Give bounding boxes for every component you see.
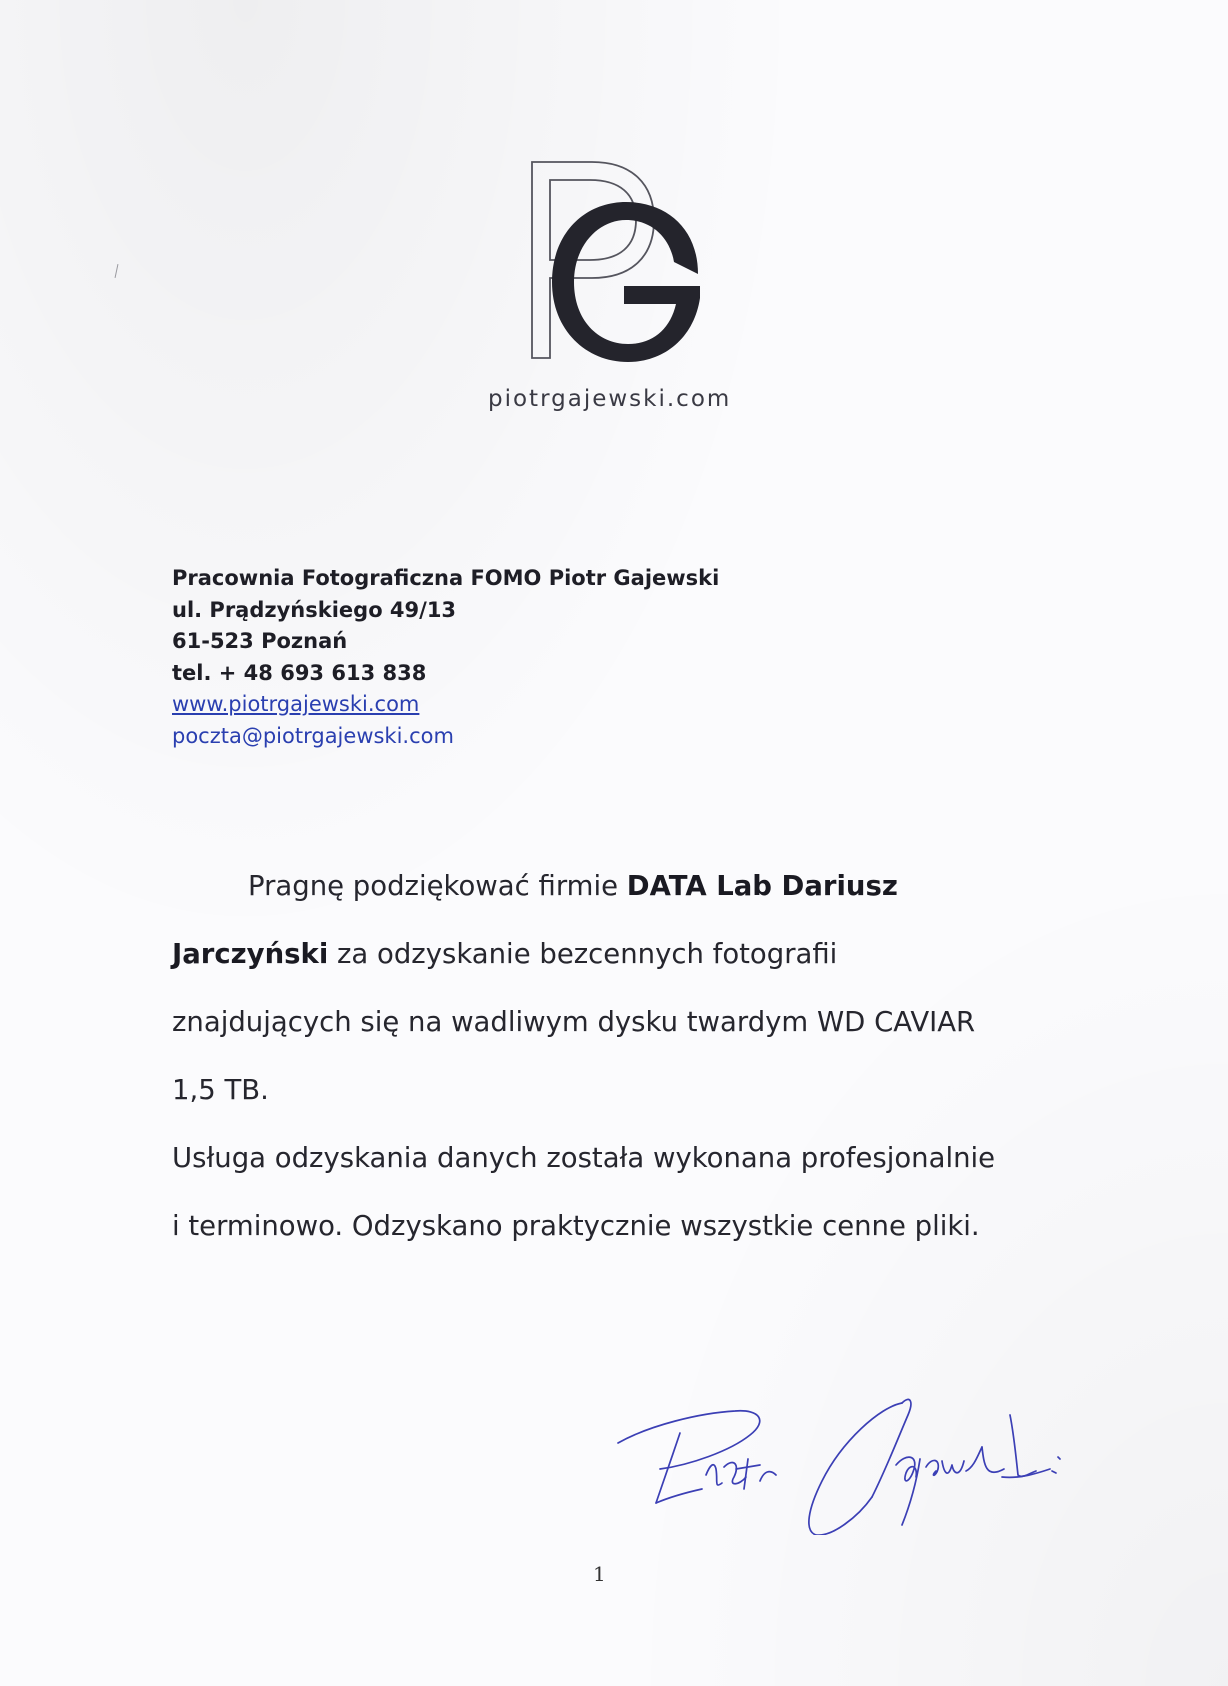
scan-speck	[115, 264, 119, 278]
letter-line-1	[248, 870, 898, 902]
phone-number: tel. + 48 693 613 838	[172, 660, 427, 685]
address-block	[172, 563, 719, 752]
letter-line-6: i terminowo. Odzyskano praktycznie wszystkie cenne pliki.	[172, 1210, 980, 1242]
site-name: piotrgajewski.com	[488, 386, 732, 412]
letter-line-5: Usługa odzyskania danych została wykonana profesjonalnie	[172, 1142, 996, 1174]
email-link[interactable]: poczta@piotrgajewski.com	[172, 723, 454, 748]
website-link[interactable]: www.piotrgajewski.com	[172, 692, 420, 716]
letter-line-1-text: Pragnę podziękować firmie	[248, 870, 627, 902]
company-name: Pracownia Fotograficzna FOMO Piotr Gajewski	[172, 566, 720, 590]
city-address: 61-523 Poznań	[172, 629, 348, 653]
pg-logo	[528, 158, 708, 363]
letter-line-3: znajdujących się na wadliwym dysku twardym WD CAVIAR	[172, 1006, 976, 1038]
street-address: ul. Prądzyńskiego 49/13	[172, 597, 457, 622]
company-owner-thanked: Jarczyński	[172, 938, 329, 970]
page-number: 1	[593, 1562, 606, 1586]
letter-line-2-text: za odzyskanie bezcennych fotografii	[328, 938, 838, 970]
handwritten-signature	[610, 1385, 1130, 1535]
letter-line-2	[172, 938, 837, 970]
company-name-thanked: DATA Lab Dariusz	[626, 870, 898, 902]
letter-line-4: 1,5 TB.	[172, 1074, 269, 1106]
